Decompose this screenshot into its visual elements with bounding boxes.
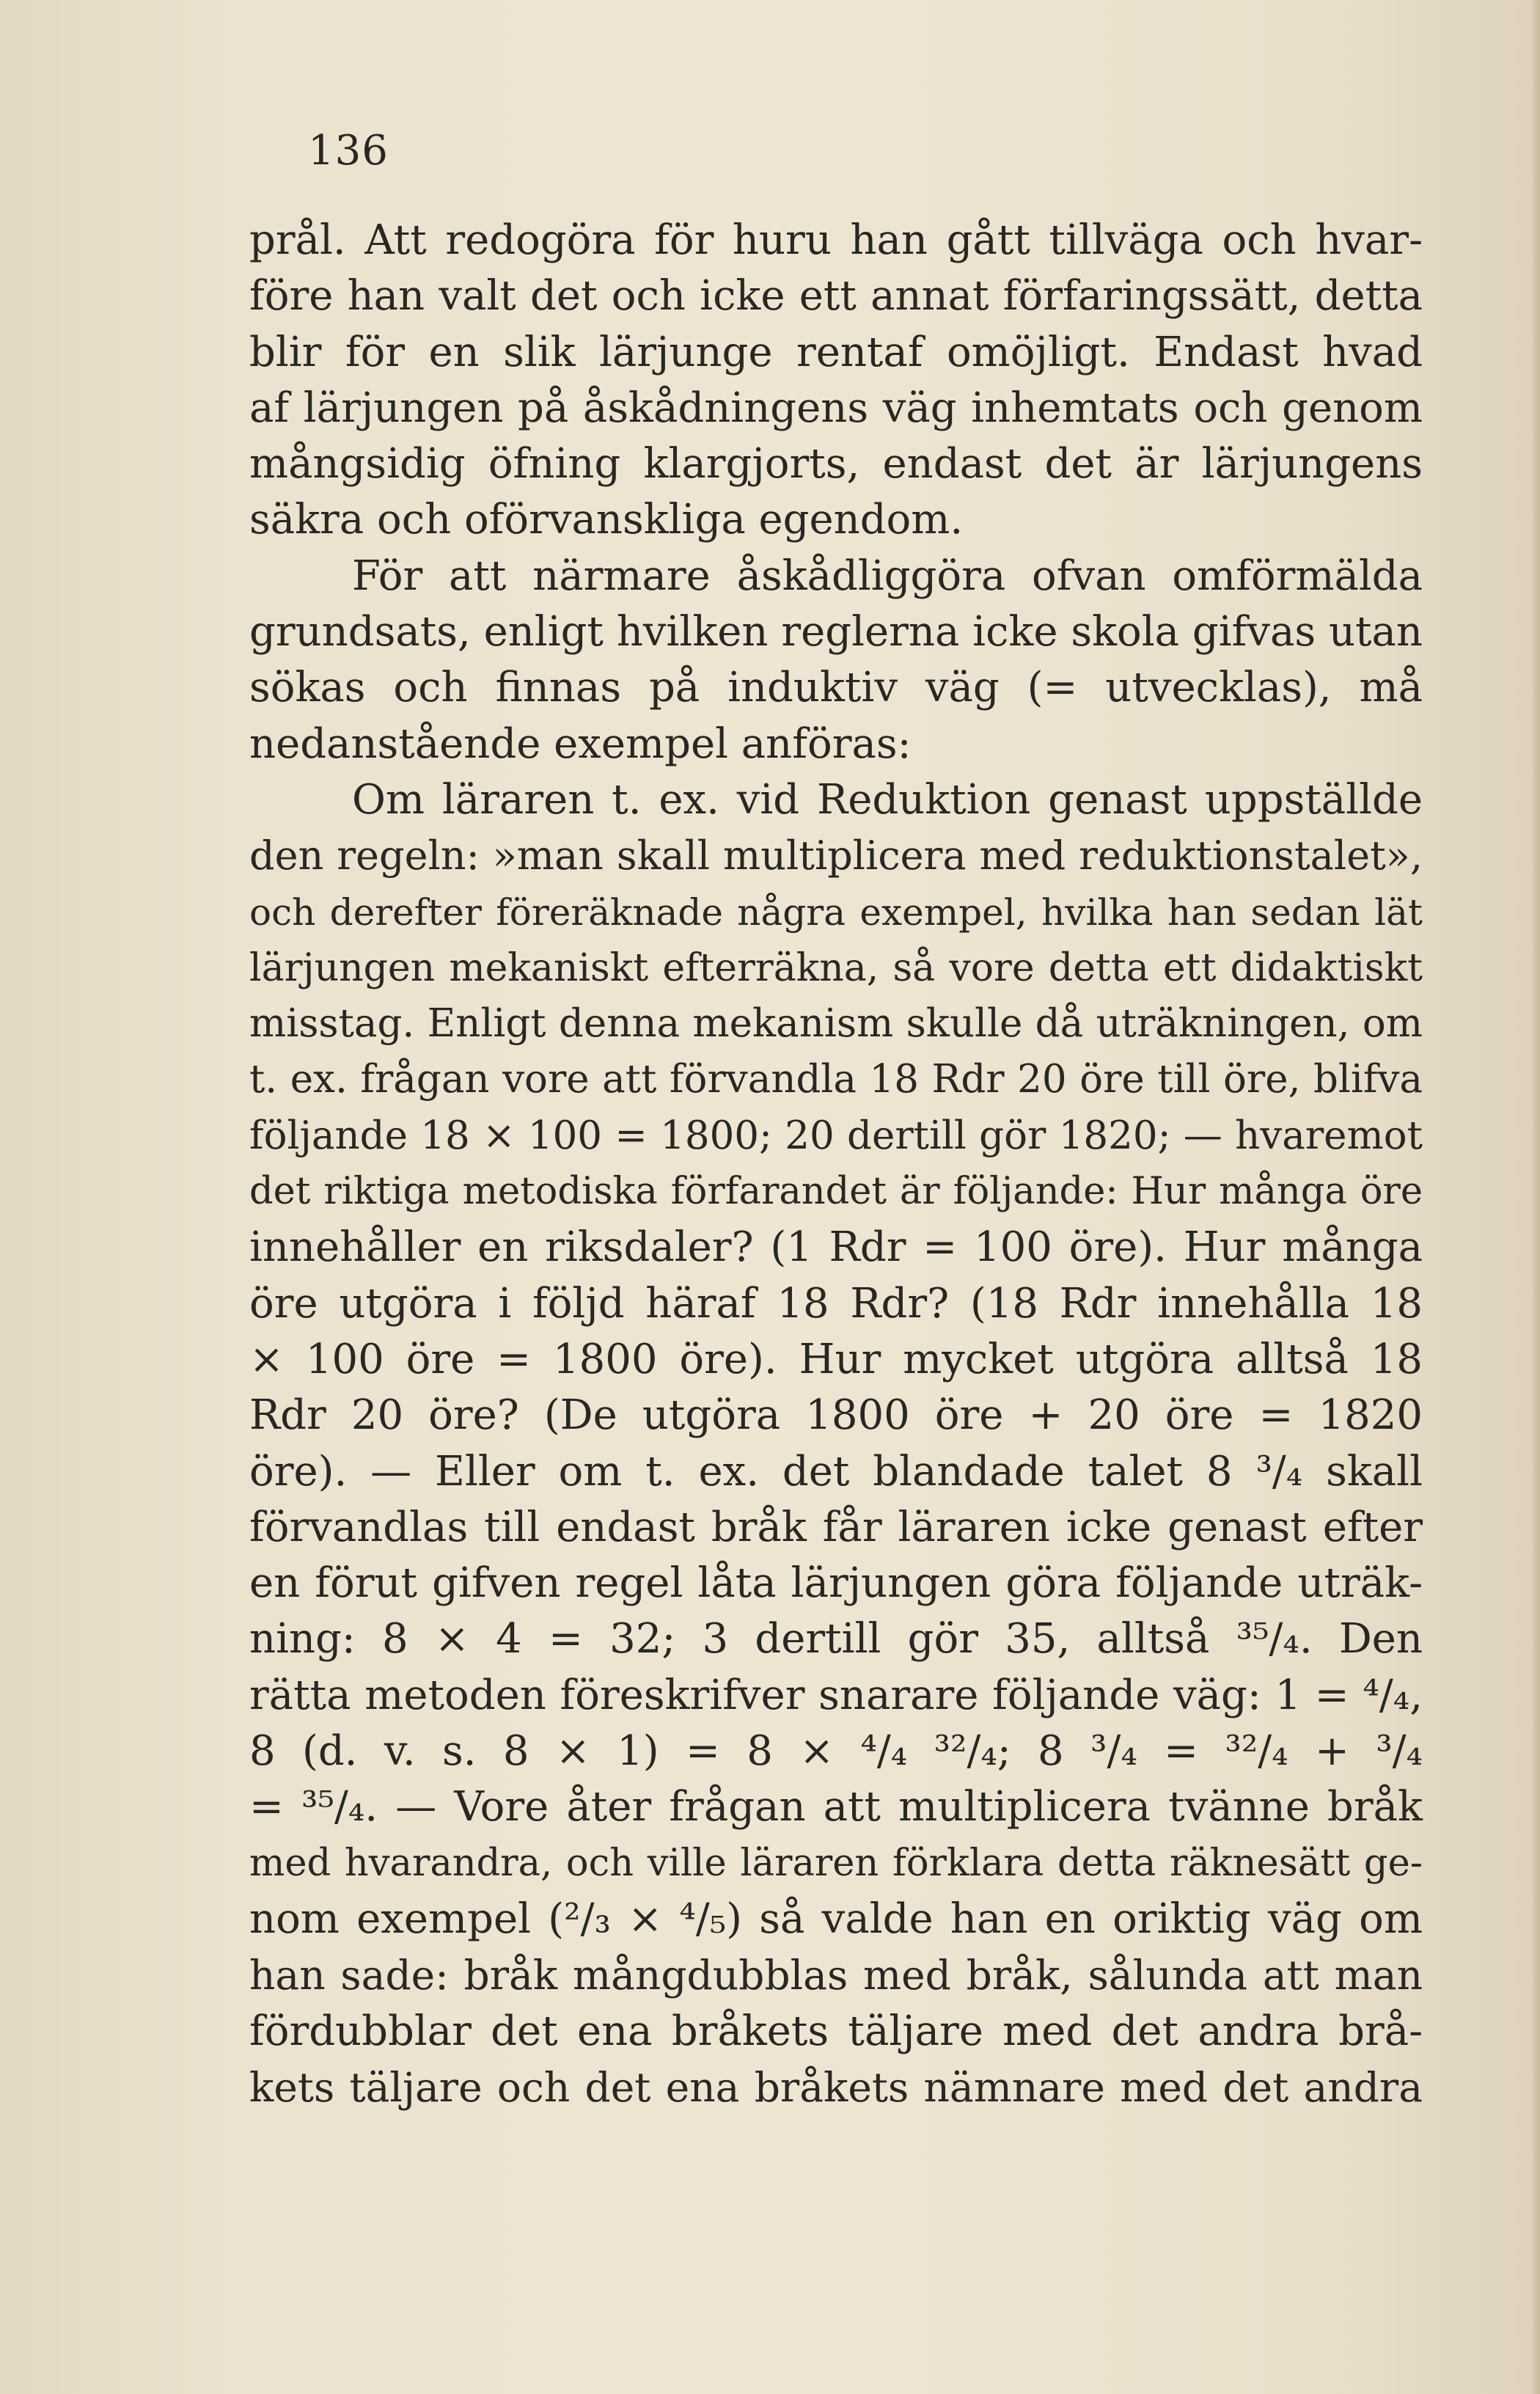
body-text bbox=[249, 213, 1423, 2115]
text-line: den regeln: »man skall multiplicera med reduktionstalet», bbox=[249, 832, 1423, 879]
text-line: misstag. Enligt denna mekanism skulle då uträkningen, om bbox=[249, 1001, 1423, 1047]
text-line: det riktiga metodiska förfarandet är följande: Hur många öre bbox=[249, 1170, 1423, 1214]
text-line: fördubblar det ena bråkets täljare med det andra brå- bbox=[249, 2007, 1423, 2055]
text-line: förvandlas till endast bråk får läraren icke genast efter bbox=[249, 1503, 1423, 1551]
text-line: ning: 8 × 4 = 32; 3 dertill gör 35, alltså ³⁵/₄. Den bbox=[249, 1615, 1423, 1663]
text-line: 8 (d. v. s. 8 × 1) = 8 × ⁴/₄ ³²/₄; 8 ³/₄ = ³²/₄ + ³/₄ bbox=[249, 1727, 1423, 1776]
text-line: rätta metoden föreskrifver snarare följande väg: 1 = ⁴/₄, bbox=[249, 1671, 1423, 1719]
text-line: innehåller en riksdaler? (1 Rdr = 100 öre). Hur många bbox=[249, 1223, 1423, 1272]
text-line: t. ex. frågan vore att förvandla 18 Rdr 20 öre till öre, blifva bbox=[249, 1057, 1423, 1102]
text-line: af lärjungen på åskådningens väg inhemtats och genom bbox=[249, 384, 1423, 432]
text-line: = ³⁵/₄. — Vore åter frågan att multiplicera tvänne bråk bbox=[249, 1783, 1423, 1831]
page-edge bbox=[1533, 0, 1540, 2394]
text-line: före han valt det och icke ett annat förfaringssätt, detta bbox=[249, 272, 1423, 321]
text-line: nedanstående exempel anföras: bbox=[249, 720, 912, 768]
text-line: sökas och finnas på induktiv väg (= utvecklas), må bbox=[249, 664, 1423, 712]
text-line: kets täljare och det ena bråkets nämnare med det andra bbox=[249, 2063, 1423, 2111]
text-line: grundsats, enligt hvilken reglerna icke skola gifvas utan bbox=[249, 608, 1423, 656]
text-line: mångsidig öfning klargjorts, endast det är lärjungens bbox=[249, 440, 1423, 488]
text-line: med hvarandra, och ville läraren förklara detta räknesätt ge- bbox=[249, 1841, 1423, 1885]
text-line: en förut gifven regel låta lärjungen göra följande uträk- bbox=[249, 1559, 1423, 1608]
text-line: × 100 öre = 1800 öre). Hur mycket utgöra alltså 18 bbox=[249, 1335, 1423, 1383]
text-line: säkra och oförvanskliga egendom. bbox=[249, 496, 964, 544]
text-line: blir för en slik lärjunge rentaf omöjligt. Endast hvad bbox=[249, 328, 1423, 376]
text-line: följande 18 × 100 = 1800; 20 dertill gör 1820; — hvaremot bbox=[249, 1113, 1423, 1158]
text-line: Rdr 20 öre? (De utgöra 1800 öre + 20 öre = 1820 bbox=[249, 1391, 1423, 1440]
text-line: öre utgöra i följd häraf 18 Rdr? (18 Rdr innehålla 18 bbox=[249, 1279, 1423, 1328]
text-line: Om läraren t. ex. vid Reduktion genast uppställde bbox=[352, 775, 1423, 824]
text-line: För att närmare åskådliggöra ofvan omförmälda bbox=[352, 552, 1423, 600]
text-line: han sade: bråk mångdubblas med bråk, sålunda att man bbox=[249, 1952, 1423, 1999]
text-line: och derefter föreräknade några exempel, hvilka han sedan lät bbox=[249, 890, 1423, 934]
text-line: nom exempel (²/₃ × ⁴/₅) så valde han en oriktig väg om bbox=[249, 1895, 1423, 1943]
text-line: öre). — Eller om t. ex. det blandade talet 8 ³/₄ skall bbox=[249, 1447, 1423, 1496]
page-number: 136 bbox=[308, 127, 389, 175]
text-line: lärjungen mekaniskt efterräkna, så vore detta ett didaktiskt bbox=[249, 945, 1423, 990]
text-line: prål. Att redogöra för huru han gått tillväga och hvar- bbox=[249, 216, 1423, 264]
